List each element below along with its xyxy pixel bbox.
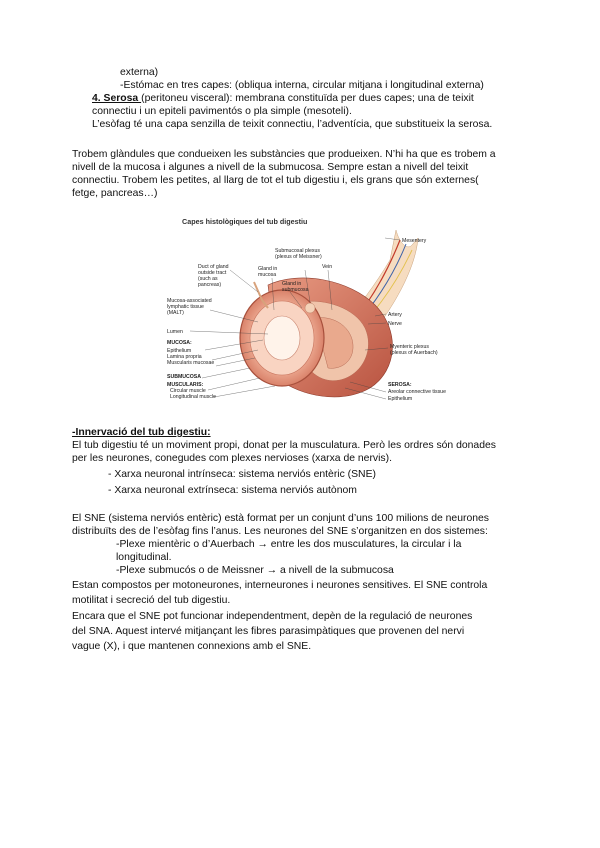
label-mucosa-head: MUCOSA: — [167, 340, 192, 346]
label-serosa-epithelium: Epithelium — [388, 396, 413, 402]
intro-line-5: L’esòfag té una capa senzilla de teixit connectiu, l’adventícia, que substitueix la serosa. — [92, 119, 493, 130]
label-myenteric-1: Myenteric plexus — [390, 344, 429, 350]
sne-after-4: del SNA. Aquest intervé mitjançant les fibres parasimpàtiques que provenen del nervi — [72, 626, 465, 637]
sne-line-1: El SNE (sistema nerviós entèric) està format per un conjunt d’uns 100 milions de neurones — [72, 513, 489, 524]
innervation-bullet-1: - Xarxa neuronal intrínseca: sistema nerviós entèric (SNE) — [108, 469, 376, 480]
label-gland-submucosa-2: submucosa — [282, 287, 309, 293]
sne-plexe-2: -Plexe submucós o de Meissner → a nivell de la submucosa — [116, 565, 394, 576]
label-gland-mucosa-1: Gland in — [258, 266, 278, 272]
label-malt-1: Mucosa-associated — [167, 298, 212, 304]
glands-line-1: Trobem glàndules que condueixen les substàncies que produeixen. N’hi ha que es trobem a — [72, 149, 496, 160]
label-submucosal-plexus-1: Submucosal plexus — [275, 248, 320, 254]
label-muscularis-head: MUSCULARIS: — [167, 382, 204, 388]
label-duct-4: pancreas) — [198, 282, 222, 288]
innervation-bullet-2: - Xarxa neuronal extrínseca: sistema nerviós autònom — [108, 485, 357, 496]
sne-plexe-1-cont: longitudinal. — [116, 552, 172, 563]
intro-line-4: connectiu i un epiteli pavimentós o pla simple (mesoteli). — [92, 106, 352, 117]
serosa-line — [92, 92, 474, 105]
lumen — [264, 316, 300, 360]
innervation-heading-text: -Innervació del tub digestiu: — [72, 427, 211, 438]
label-malt-2: lymphatic tissue — [167, 304, 204, 310]
figure-title: Capes histològiques del tub digestiu — [182, 217, 308, 226]
digestive-tract-layers-figure — [150, 210, 475, 415]
label-gland-submucosa-1: Gland in — [282, 281, 302, 287]
gland-in-submucosa — [305, 303, 315, 313]
label-lumen: Lumen — [167, 329, 183, 335]
glands-line-3: connectiu. Trobem les petites, al llarg de tot el tub digestiu i, els grans que són externes( — [72, 175, 479, 186]
sne-after-2: motilitat i secreció del tub digestiu. — [72, 595, 231, 606]
label-duct-3: (such as — [198, 276, 218, 282]
label-submucosal-plexus-2: (plexus of Meissner) — [275, 254, 322, 260]
intro-line-2: -Estómac en tres capes: (obliqua interna, circular mitjana i longitudinal externa) — [120, 80, 484, 91]
label-duct-2: outside tract — [198, 270, 227, 276]
glands-line-4: fetge, pancreas…) — [72, 188, 158, 199]
sne-line-2: distribuïts des de l’esòfag fins l’anus. Les neurones del SNE s’organitzen en dos sistemes: — [72, 526, 488, 537]
sne-after-1: Estan compostos per motoneurones, interneurones i neurones sensitives. El SNE controla — [72, 580, 488, 591]
label-duct-1: Duct of gland — [198, 264, 229, 270]
innervation-line-1: El tub digestiu té un moviment propi, donat per la musculatura. Però les ordres són donades — [72, 440, 496, 451]
label-myenteric-2: (plexus of Auerbach) — [390, 350, 438, 356]
label-artery: Artery — [388, 312, 402, 318]
label-nerve: Nerve — [388, 321, 402, 327]
sne-plexe-1: -Plexe mientèric o d’Auerbach → entre les dos musculatures, la circular i la — [116, 539, 462, 550]
label-lamina-propria: Lamina propria — [167, 354, 202, 360]
label-submucosa: SUBMUCOSA — [167, 374, 202, 380]
innervation-heading — [72, 426, 211, 439]
label-longitudinal-muscle: Longitudinal muscle — [170, 394, 216, 400]
serosa-title: 4. Serosa — [92, 93, 142, 104]
label-malt-3: (MALT) — [167, 310, 184, 316]
label-circular-muscle: Circular muscle — [170, 388, 206, 394]
label-mesentery: Mesentery — [402, 238, 427, 244]
sne-after-5: vague (X), i que mantenen connexions amb el SNE. — [72, 641, 312, 652]
innervation-line-2: per les neurones, conegudes com plexes nervioses (xarxa de nervis). — [72, 453, 392, 464]
glands-line-2: nivell de la mucosa i algunes a nivell de la submucosa. Sempre estan a nivell del teixit — [72, 162, 469, 173]
label-areolar: Areolar connective tissue — [388, 389, 446, 395]
label-muscularis-mucosae: Muscularis mucosae — [167, 360, 215, 366]
sne-after-3: Encara que el SNE pot funcionar independentment, depèn de la regulació de neurones — [72, 611, 473, 622]
intro-line-1: externa) — [120, 67, 159, 78]
label-gland-mucosa-2: mucosa — [258, 272, 277, 278]
serosa-text: (peritoneu visceral): membrana constituïda per dues capes; una de teixit — [141, 93, 474, 104]
label-epithelium: Epithelium — [167, 348, 192, 354]
label-vein: Vein — [322, 264, 333, 270]
label-serosa-head: SEROSA: — [388, 382, 412, 388]
